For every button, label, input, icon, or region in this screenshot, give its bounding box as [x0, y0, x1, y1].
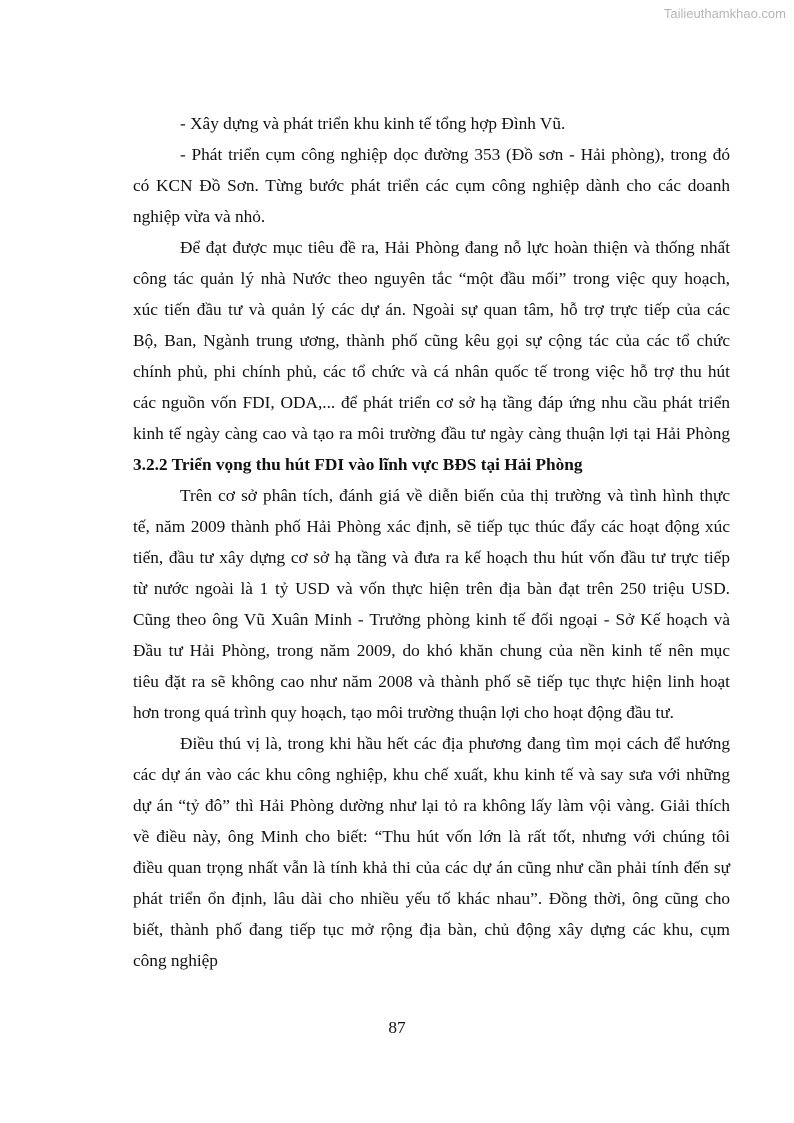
bullet-item-line: có KCN Đồ Sơn. Từng bước phát triển các cụm công nghiệp dành cho các doanh — [133, 176, 730, 195]
paragraph-line: phát triển ổn định, lâu dài cho nhiều yếu tố khác nhau”. Đồng thời, ông cũng cho — [133, 889, 730, 908]
page-number: 87 — [388, 1018, 406, 1037]
paragraph-line: tiêu đặt ra sẽ không cao như năm 2008 và thành phố sẽ tiếp tục thực hiện linh hoạt — [133, 672, 730, 691]
paragraph-line: Cũng theo ông Vũ Xuân Minh - Trưởng phòng kinh tế đối ngoại - Sở Kế hoạch và — [133, 610, 730, 629]
paragraph-line: công tác quản lý nhà Nước theo nguyên tắc “một đầu mối” trong việc quy hoạch, — [133, 269, 730, 288]
paragraph-line: Bộ, Ban, Ngành trung ương, thành phố cũng kêu gọi sự cộng tác của các tổ chức — [133, 331, 730, 350]
paragraph-line: về điều này, ông Minh cho biết: “Thu hút vốn lớn là rất tốt, nhưng với chúng tôi — [133, 827, 730, 846]
paragraph-line: Để đạt được mục tiêu đề ra, Hải Phòng đang nỗ lực hoàn thiện và thống nhất — [180, 238, 730, 257]
bullet-item: - Phát triển cụm công nghiệp dọc đường 353 (Đồ sơn - Hải phòng), trong đó — [180, 145, 730, 164]
bullet-item-line: nghiệp vừa và nhỏ. — [133, 207, 266, 226]
paragraph-line: kinh tế ngày càng cao và tạo ra môi trường đầu tư ngày càng thuận lợi tại Hải Phòng — [133, 424, 730, 443]
paragraph-line: Đầu tư Hải Phòng, trong năm 2009, do khó khăn chung của nền kinh tế nên mục — [133, 641, 730, 660]
paragraph-line: các dự án vào các khu công nghiệp, khu chế xuất, khu kinh tế và say sưa với những — [133, 765, 730, 784]
paragraph-line: tiến, đầu tư xây dựng cơ sở hạ tầng và đưa ra kế hoạch thu hút vốn đầu tư trực tiếp — [133, 548, 730, 567]
paragraph-line: tế, năm 2009 thành phố Hải Phòng xác định, sẽ tiếp tục thúc đẩy các hoạt động xúc — [133, 517, 730, 536]
paragraph-line: điều quan trọng nhất vẫn là tính khả thi của các dự án cũng như cần phải tính đến sự — [133, 858, 730, 877]
paragraph-line: dự án “tỷ đô” thì Hải Phòng dường như lại tỏ ra không lấy làm vội vàng. Giải thích — [133, 796, 730, 815]
paragraph-line: xúc tiến đầu tư và quản lý các dự án. Ngoài sự quan tâm, hỗ trợ trực tiếp của các — [133, 300, 730, 319]
page-body — [133, 108, 730, 976]
bullet-item: - Xây dựng và phát triển khu kinh tế tổng hợp Đình Vũ. — [180, 114, 566, 133]
paragraph-line: chính phủ, phi chính phủ, các tổ chức và cá nhân quốc tế trong việc hỗ trợ thu hút — [133, 362, 730, 381]
paragraph-line: các nguồn vốn FDI, ODA,... để phát triển cơ sở hạ tầng đáp ứng nhu cầu phát triển — [133, 393, 730, 412]
paragraph-line: biết, thành phố đang tiếp tục mở rộng địa bàn, chủ động xây dựng các khu, cụm — [133, 920, 730, 939]
paragraph-line: công nghiệp — [133, 951, 218, 970]
paragraph-line: Điều thú vị là, trong khi hầu hết các địa phương đang tìm mọi cách để hướng — [180, 734, 730, 753]
paragraph-line: Trên cơ sở phân tích, đánh giá về diễn biến của thị trường và tình hình thực — [180, 486, 730, 505]
paragraph-line: hơn trong quá trình quy hoạch, tạo môi trường thuận lợi cho hoạt động đầu tư. — [133, 703, 674, 722]
watermark: Tailieuthamkhao.com — [663, 6, 786, 21]
section-heading: 3.2.2 Triển vọng thu hút FDI vào lĩnh vực BĐS tại Hải Phòng — [133, 455, 583, 474]
paragraph-line: từ nước ngoài là 1 tỷ USD và vốn thực hiện trên địa bàn đạt trên 250 triệu USD. — [133, 579, 730, 598]
